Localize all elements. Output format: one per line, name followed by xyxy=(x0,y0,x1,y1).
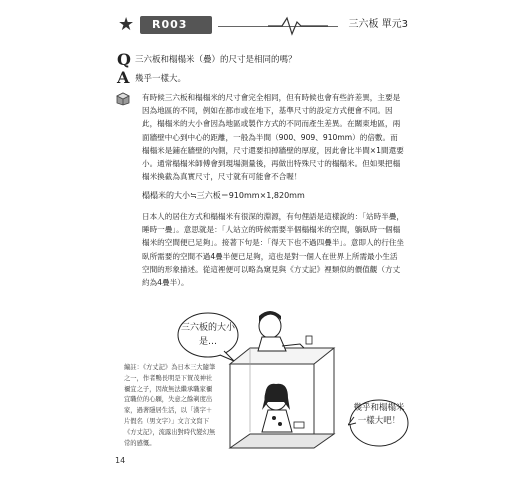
editor-note: 編註：《方丈記》為日本三大隨筆之一，作者鴨長明是下賀茂神社禰宜之子，因故無法繼承職家禰宜職位的心願，失意之餘剃度出家，過著隱居生活，以「漢字＋片假名（男文字）」文言文寫下《方丈記》，流露出對時代變幻無常的感慨。 xyxy=(124,364,216,447)
star-icon: ★ xyxy=(118,14,135,35)
heartbeat-icon xyxy=(268,16,328,36)
page-number: 14 xyxy=(115,456,126,465)
answer-marker: A xyxy=(117,68,130,87)
answer-text: 幾乎一樣大。 xyxy=(135,74,187,84)
bubble-left-text: 三六板的大小是… xyxy=(180,323,235,347)
bubble-right-text: 幾乎和榻榻米一樣大吧！ xyxy=(353,403,405,426)
body-paragraph-1: 有時候三六板和榻榻米的尺寸會完全相同，但有時候也會有些許差異，主要是因為地區的不同，例如在都市或在地下，基準尺寸的設定方式便會不同。因此，榻榻米的大小會因為地區或製作方式的不同而產生差異。在關東地區，兩面牆壁中心到中心的距離，一般為半間（900、909、910mm）的倍數。而榻榻米是鋪在牆壁的內側，尺寸還要扣掉牆壁的厚度，因此會比半間×1間還要小。通常榻榻米師傅會到現場測量後，再做出特殊尺寸的榻榻米。但如果把榻榻米換截為真實尺寸，尺寸就有可能會不合喔！ xyxy=(142,93,404,182)
question-text: 三六板和榻榻米（疊）的尺寸是相同的嗎？ xyxy=(135,55,297,65)
question-marker: Q xyxy=(117,50,131,69)
page-header xyxy=(118,14,408,36)
body-paragraph-2: 日本人的居住方式和榻榻米有很深的淵源，有句俚語是這樣說的：「站時半疊，睡時一疊」。意思就是：「人站立的時候需要半個榻榻米的空間，躺臥時一個榻榻米的空間便已足夠」。接著下句是：「得天下也不過四疊半」。意即人的行住坐臥所需要的空間不過4疊半便已足夠，這也是對一個人在世界上所需最小生活空間的形象描述。從這裡便可以略為窺見與《方丈記》裡類似的價值觀（方丈約為4疊半）。 xyxy=(142,212,404,288)
section-title: 三六板 單元3 xyxy=(348,19,408,30)
cube-icon xyxy=(116,92,130,106)
formula-line: 榻榻米的大小≒三六板＝910mm×1,820mm xyxy=(142,191,305,200)
section-code: R003 xyxy=(152,18,188,31)
